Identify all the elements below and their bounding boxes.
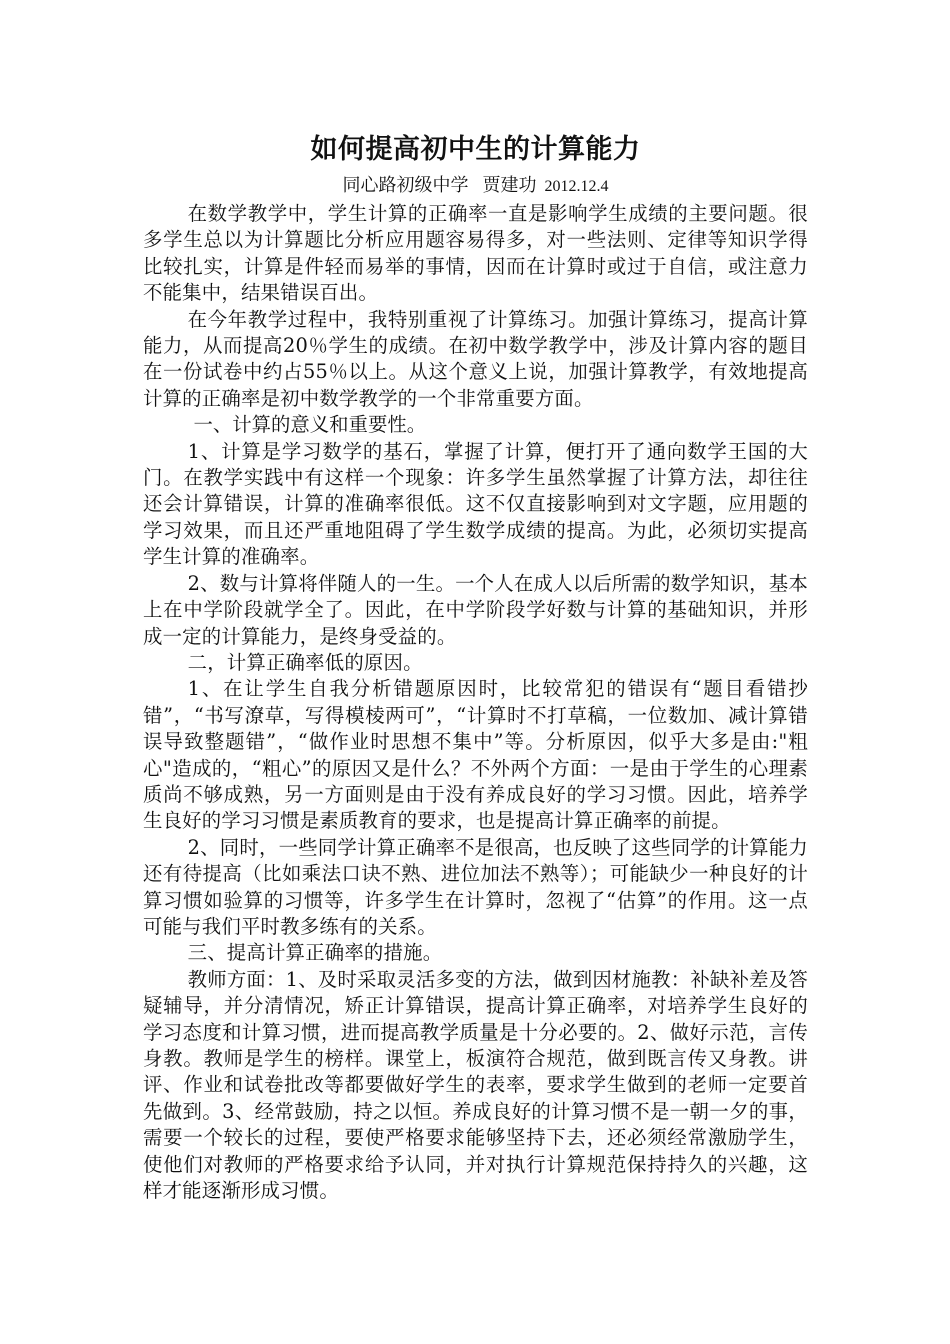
section2-paragraph: 2、同时，一些同学计算正确率不是很高，也反映了这些同学的计算能力还有待提高（比如乘法口诀不熟、进位加法不熟等）；可能缺少一种良好的计算习惯如验算的习惯等，许多学生在计算时，忽视了“估算”的作用。这一点可能与我们平时教多练有的关系。 xyxy=(143,835,808,938)
intro-paragraph: 在今年教学过程中，我特别重视了计算练习。加强计算练习，提高计算能力，从而提高20％学生的成绩。在初中数学教学中，涉及计算内容的题目在一份试卷中约占55％以上。从这个意义上说，加强计算教学，有效地提高计算的正确率是初中数学教学的一个非常重要方面。 xyxy=(143,307,808,410)
section3-paragraph: 教师方面：1、及时采取灵活多变的方法，做到因材施教：补缺补差及答疑辅导，并分清情况，矫正计算错误，提高计算正确率，对培养学生良好的学习态度和计算习惯，进而提高教学质量是十分必要的。2、做好示范，言传身教。教师是学生的榜样。课堂上，板演符合规范，做到既言传又身教。讲评、作业和试卷批改等都要做好学生的表率，要求学生做到的老师一定要首先做到。3、经常鼓励，持之以恒。养成良好的计算习惯不是一朝一夕的事，需要一个较长的过程，要使严格要求能够坚持下去，还必须经常激励学生，使他们对教师的严格要求给予认同，并对执行计算规范保持持久的兴趣，这样才能逐渐形成习惯。 xyxy=(143,967,808,1203)
section-heading-2: 二，计算正确率低的原因。 xyxy=(187,650,423,674)
section2-paragraph: 1、在让学生自我分析错题原因时，比较常犯的错误有“题目看错抄错”，“书写潦草，写得模棱两可”，“计算时不打草稿，一位数加、减计算错误导致整题错”，“做作业时思想不集中”等。分析原因，似乎大多是由:"粗心"造成的，“粗心”的原因又是什么？不外两个方面：一是由于学生的心理素质尚不够成熟，另一方面则是由于没有养成良好的学习习惯。因此，培养学生良好的学习习惯是素质教育的要求，也是提高计算正确率的前提。 xyxy=(143,677,808,833)
intro-paragraph: 在数学教学中，学生计算的正确率一直是影响学生成绩的主要问题。很多学生总以为计算题比分析应用题容易得多，对一些法则、定律等知识学得比较扎实，计算是件轻而易举的事情，因而在计算时或过于自信，或注意力不能集中，结果错误百出。 xyxy=(143,202,808,305)
section1-paragraph: 2、数与计算将伴随人的一生。一个人在成人以后所需的数学知识，基本上在中学阶段就学全了。因此，在中学阶段学好数与计算的基础知识，并形成一定的计算能力，是终身受益的。 xyxy=(143,571,808,648)
byline-school: 同心路初级中学 xyxy=(342,175,469,196)
section-heading-3: 三、提高计算正确率的措施。 xyxy=(187,941,443,965)
document-title: 如何提高初中生的计算能力 xyxy=(310,134,641,165)
section1-paragraph: 1、计算是学习数学的基石，掌握了计算，便打开了通向数学王国的大门。在教学实践中有这样一个现象：许多学生虽然掌握了计算方法，却往往还会计算错误，计算的准确率很低。这不仅直接影响到对文字题，应用题的学习效果，而且还严重地阻碍了学生数学成绩的提高。为此，必须切实提高学生计算的准确率。 xyxy=(143,439,808,569)
byline xyxy=(143,172,808,201)
section-heading-1: 一、计算的意义和重要性。 xyxy=(193,413,427,437)
byline-date: 2012.12.4 xyxy=(544,178,609,195)
byline-author: 贾建功 xyxy=(482,175,537,196)
document-page xyxy=(143,128,808,1204)
